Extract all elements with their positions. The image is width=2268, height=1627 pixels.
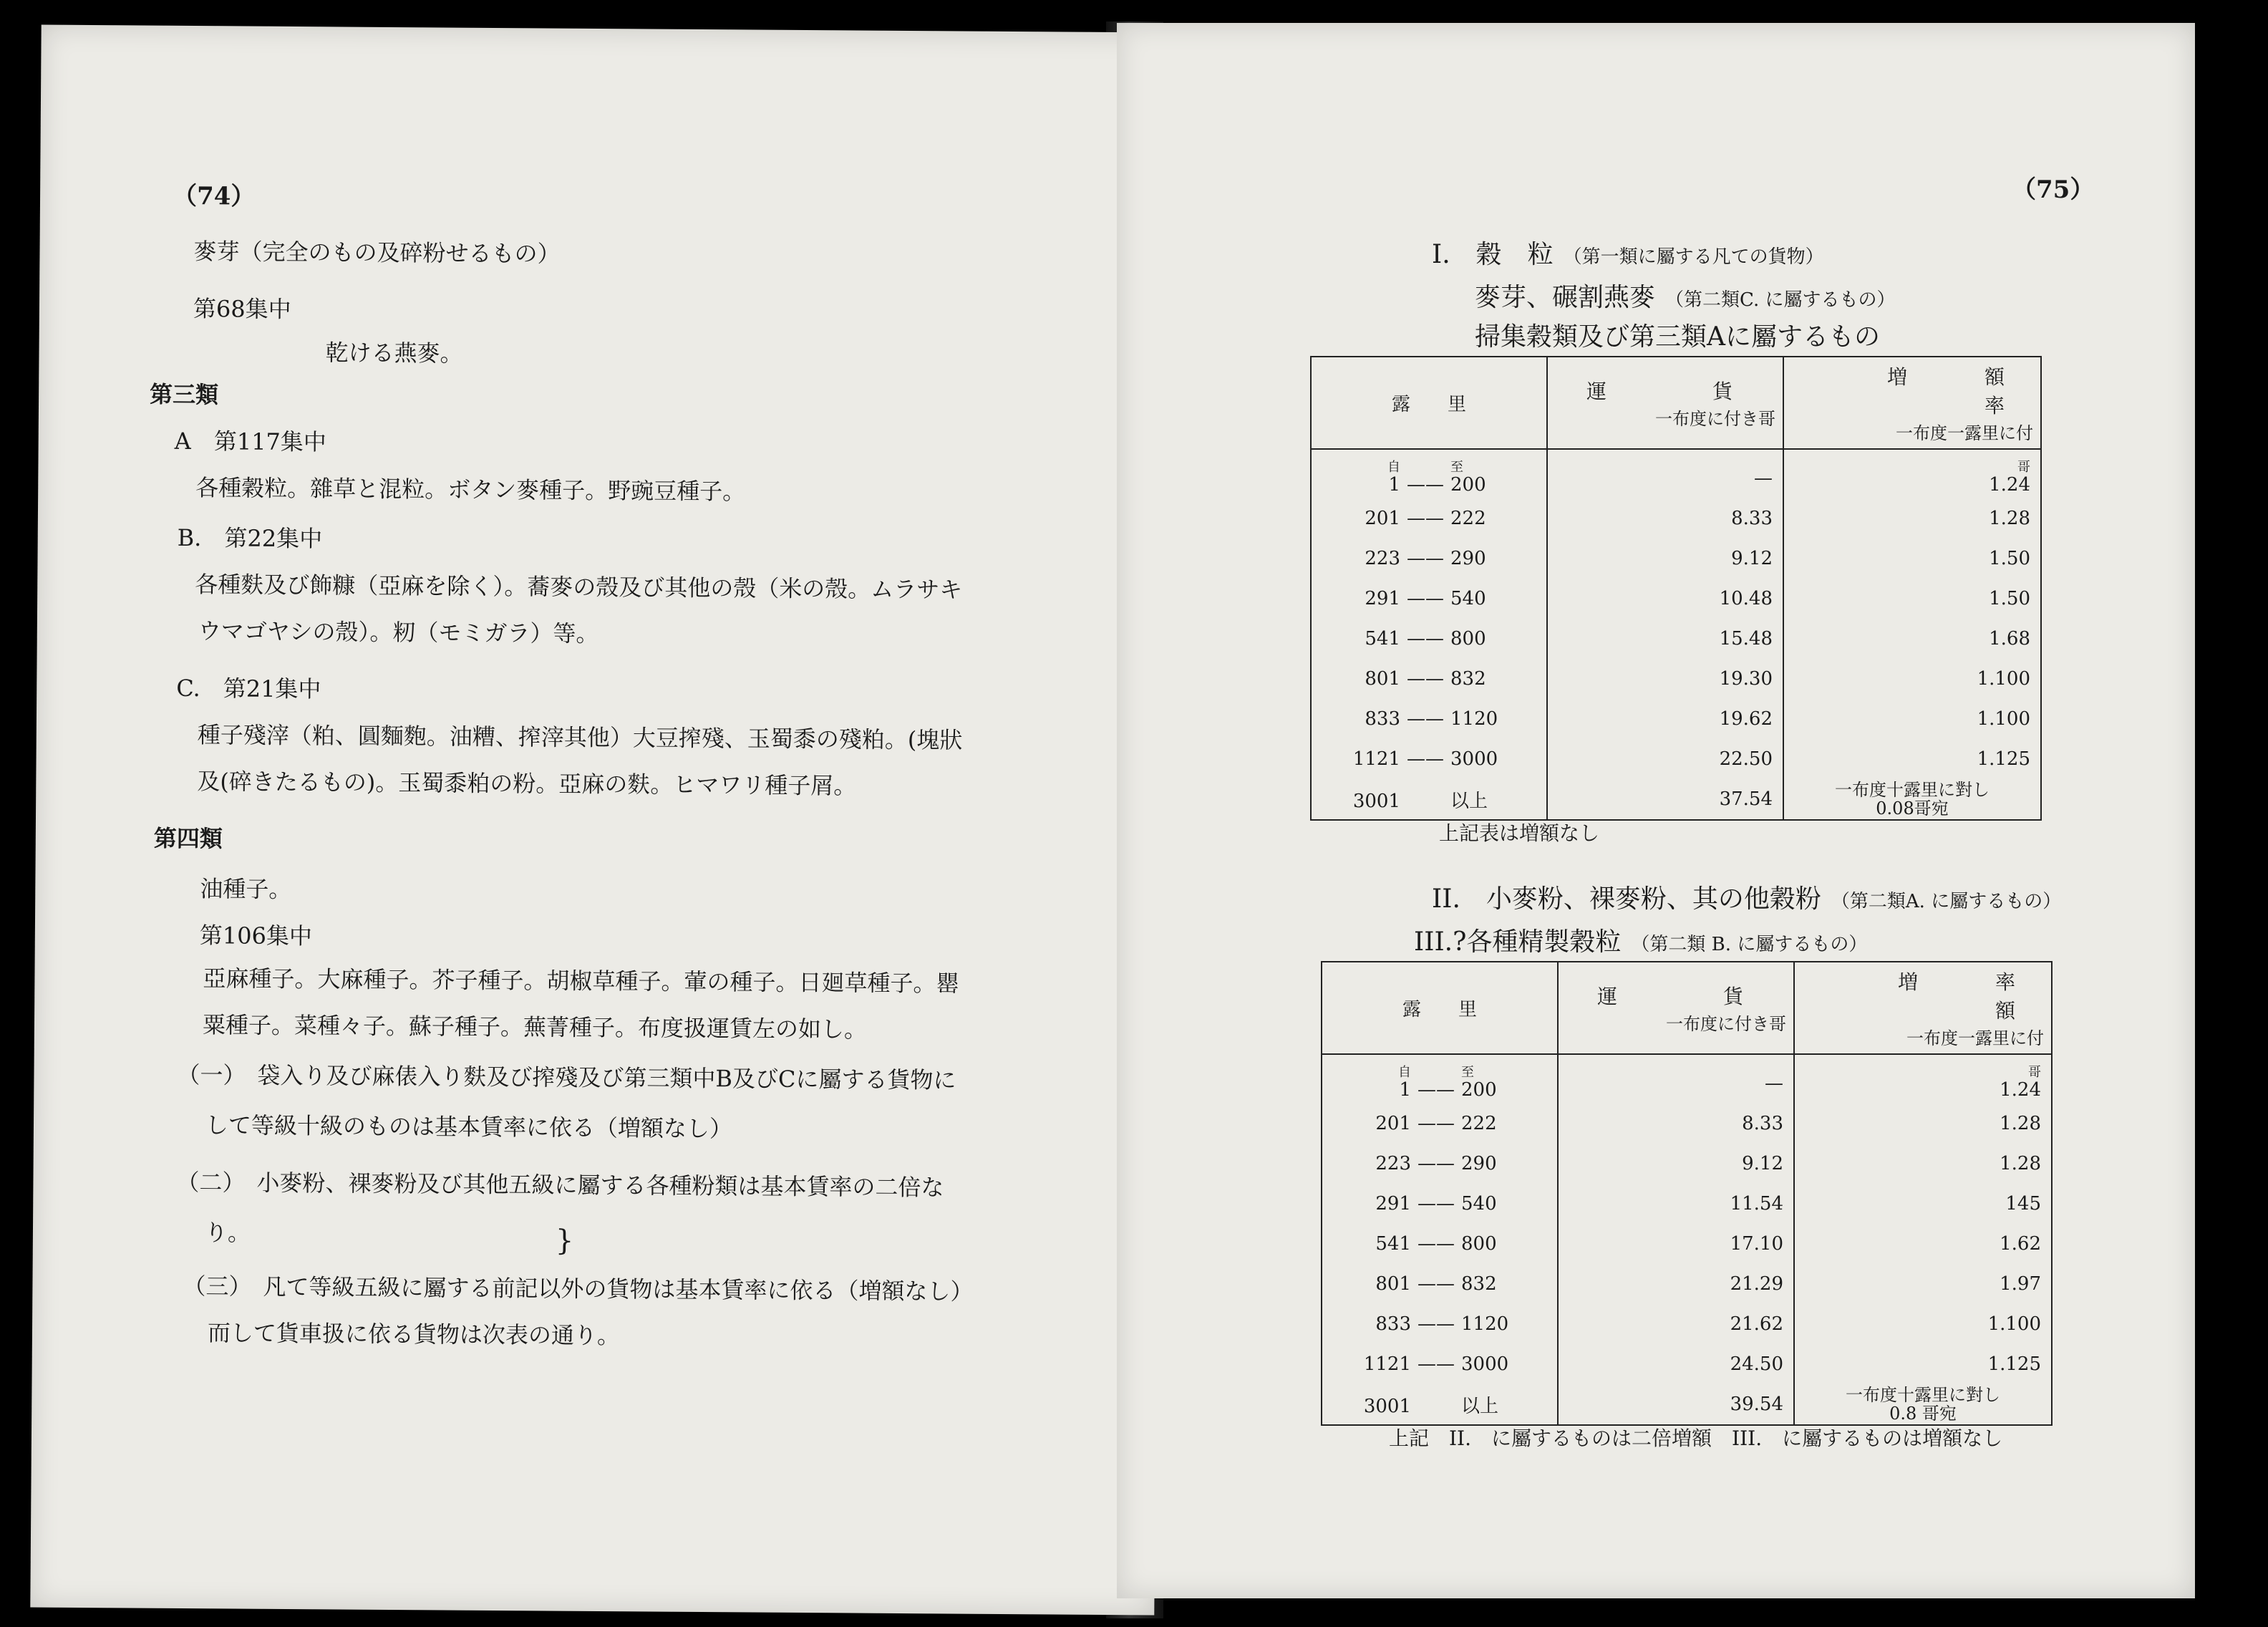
distance-to: 540 [1450,588,1486,609]
table-row [1322,1144,2052,1184]
distance-cell [1311,779,1547,820]
section1-subtitle: 麥芽、碾割燕麥 [1475,283,1656,312]
increase-value: 1.125 [1977,748,2030,770]
col-header-increase-top: 増 額 率 [1886,365,2083,417]
section1-line3: 掃集穀類及び第三類Aに屬するもの [1475,322,1880,352]
fare-cell: 19.62 [1547,699,1783,739]
distance-from: 223 [1375,1153,1411,1174]
col-header-distance: 露 里 [1311,357,1547,449]
distance-cell [1311,539,1547,579]
range-dash: —— [1418,1079,1455,1101]
col-header-increase-sub: 一布度一露里に付 [1896,423,2033,443]
distance-from: 833 [1365,708,1400,730]
text-line: 麥芽（完全のもの及碎粉せるもの） [193,238,561,268]
distance-to: 222 [1461,1113,1497,1134]
distance-from: 541 [1375,1233,1411,1255]
text-line: B. 第22集中 [177,523,323,553]
increase-cell [1794,1104,2052,1144]
range-dash: —— [1418,1113,1455,1134]
table-row [1322,1264,2052,1304]
range-dash: —— [1418,1313,1455,1335]
text-line: 及(碎きたるもの)。玉蜀黍粕の粉。亞麻の麩。ヒマワリ種子屑。 [197,768,857,800]
distance-from: 833 [1375,1313,1411,1335]
increase-cell [1783,449,2041,498]
increase-value: 1.50 [1989,588,2030,609]
range-dash: —— [1407,708,1444,730]
fare-cell: 19.30 [1547,659,1783,699]
distance-cell [1311,699,1547,739]
increase-cell [1783,498,2041,539]
text-line: 各種麩及び飾糠（亞麻を除く）。蕎麥の殼及び其他の殼（米の殼。ムラサキ [195,571,963,604]
fare-cell: 21.29 [1558,1264,1794,1304]
increase-cell [1794,1264,2052,1304]
increase-value: 1.50 [1989,548,2030,569]
distance-to: 540 [1461,1193,1497,1215]
increase-cell [1783,699,2041,739]
increase-text-2: 0.8 哥宛 [1889,1404,1957,1424]
increase-value: 1.68 [1989,628,2030,650]
text-line: 第68集中 [193,295,291,323]
fare-cell: 37.54 [1547,779,1783,820]
table-row [1311,779,2041,820]
section1-line2 [1475,277,1896,314]
left-page [30,25,1165,1616]
table-row [1311,619,2041,659]
distance-from: 541 [1365,628,1400,650]
distance-from: 3001 [1363,1395,1411,1417]
distance-from: 201 [1375,1113,1411,1134]
increase-value: 1.28 [2000,1113,2041,1134]
distance-cell [1322,1384,1558,1425]
text-line: ウマゴヤシの殼）。籾（モミガラ）等。 [198,617,599,648]
fare-cell: — [1547,449,1783,498]
text-line: 第106集中 [199,922,313,950]
distance-to: 3000 [1461,1353,1509,1375]
text-line: 亞麻種子。大麻種子。芥子種子。胡椒草種子。葷の種子。日廻草種子。罌 [203,965,959,998]
table-row [1311,659,2041,699]
col-header-fare [1558,962,1794,1054]
range-dash: —— [1418,1153,1455,1174]
increase-value: 1.100 [1977,668,2030,690]
unit-from-label: 自 [1398,1065,1411,1080]
col-header-fare-top: 運 貨 [1586,380,1775,403]
distance-from: 801 [1375,1273,1411,1295]
distance-from: 223 [1365,548,1400,569]
distance-from: 1 [1388,474,1400,496]
text-line: C. 第21集中 [176,674,321,703]
range-dash: —— [1418,1193,1455,1215]
section2-line2 [1414,922,1867,958]
distance-units [1332,1066,1547,1079]
increase-value: 1.100 [1977,708,2030,730]
fare-cell: 8.33 [1558,1104,1794,1144]
section1-note: （第一類に屬する凡ての貨物） [1563,246,1824,268]
distance-cell [1311,579,1547,619]
increase-value: 1.24 [1989,474,2030,496]
distance-from: 1121 [1363,1353,1411,1375]
table-row [1322,1104,2052,1144]
distance-from: 1121 [1352,748,1400,770]
increase-cell [1794,1224,2052,1264]
table-row [1311,449,2041,498]
distance-to: 832 [1461,1273,1497,1295]
distance-to: 以上 [1450,790,1488,812]
increase-cell [1783,779,2041,820]
distance-cell [1311,659,1547,699]
increase-text-2: 0.08哥宛 [1876,798,1949,819]
distance-from: 1 [1399,1079,1411,1101]
range-dash: —— [1418,1353,1455,1375]
table2-note: 上記 II. に屬するものは二倍増額 III. に屬するものは増額なし [1389,1426,2003,1450]
table-row [1322,1224,2052,1264]
section-heading: 第四類 [153,824,223,853]
fare-cell: 8.33 [1547,498,1783,539]
fare-cell: — [1558,1054,1794,1104]
range-dash: —— [1407,628,1444,650]
range-dash: —— [1418,1233,1455,1255]
col-header-increase [1794,962,2093,1054]
col-header-increase-sub: 一布度一露里に付 [1906,1028,2044,1048]
unit-kopek-label: 哥 [2028,1065,2041,1080]
increase-cell [1794,1184,2052,1224]
increase-text: 一布度十露里に對し [1835,780,1990,800]
fare-cell: 22.50 [1547,739,1783,779]
table-row [1322,1304,2052,1344]
table-row [1311,699,2041,739]
unit-kopek-label: 哥 [2017,460,2030,475]
distance-cell [1322,1054,1558,1104]
increase-cell [1794,1344,2052,1384]
increase-cell [1783,619,2041,659]
fare-cell: 9.12 [1547,539,1783,579]
increase-cell [1783,659,2041,699]
fare-cell: 21.62 [1558,1304,1794,1344]
distance-cell [1311,619,1547,659]
distance-cell [1322,1264,1558,1304]
range-dash: —— [1407,474,1444,496]
text-line: 油種子。 [200,875,292,904]
text-line: （二） 小麥粉、裸麥粉及び其他五級に屬する各種粉類は基本賃率の二倍な [176,1168,944,1202]
fare-cell: 39.54 [1558,1384,1794,1425]
increase-cell [1794,1384,2052,1425]
text-line: 各種穀粒。雜草と混粒。ボタン麥種子。野豌豆種子。 [195,474,746,506]
fare-cell: 15.48 [1547,619,1783,659]
fare-cell: 10.48 [1547,579,1783,619]
increase-text: 一布度十露里に對し [1846,1385,2000,1405]
increase-value: 1.24 [2000,1079,2041,1101]
table-row [1311,498,2041,539]
col-header-fare-sub: 一布度に付き哥 [1655,409,1775,429]
distance-from: 3001 [1352,790,1400,812]
text-line: （一） 袋入り及び麻俵入り麩及び搾殘及び第三類中B及びCに屬する貨物に [177,1061,956,1094]
table-row [1322,1384,2052,1425]
text-line: 乾ける燕麥。 [325,339,463,367]
distance-cell [1322,1224,1558,1264]
range-dash: —— [1418,1273,1455,1295]
distance-cell [1322,1184,1558,1224]
distance-to: 290 [1461,1153,1497,1174]
rate-table-2-body [1322,1054,2052,1425]
table-row [1322,1184,2052,1224]
col-header-fare-sub: 一布度に付き哥 [1666,1014,1786,1034]
rate-table-1 [1310,356,2083,821]
col-header-increase [1783,357,2083,449]
page-number-left: （74） [172,181,256,211]
rate-table-1-body [1311,449,2041,820]
increase-value: 1.62 [2000,1233,2041,1255]
range-dash: —— [1407,588,1444,609]
section2-subtitle: III.?各種精製穀粒 [1414,927,1622,957]
distance-cell [1311,498,1547,539]
distance-to: 3000 [1450,748,1498,770]
distance-from: 801 [1365,668,1400,690]
fare-cell: 9.12 [1558,1144,1794,1184]
fare-cell: 11.54 [1558,1184,1794,1224]
col-header-fare [1547,357,1783,449]
range-dash: —— [1407,548,1444,569]
table-row [1311,739,2041,779]
section2-note: （第二類A. に屬するもの） [1831,891,2062,912]
distance-to: 以上 [1461,1395,1499,1417]
distance-from: 291 [1375,1193,1411,1215]
increase-cell [1783,579,2041,619]
table-row [1311,579,2041,619]
section-heading: 第三類 [150,380,219,409]
increase-value: 145 [2005,1193,2041,1215]
distance-to: 800 [1461,1233,1497,1255]
section1-line1 [1432,234,1824,271]
increase-cell [1794,1304,2052,1344]
distance-from: 201 [1365,508,1400,529]
increase-value: 1.28 [1989,508,2030,529]
increase-value: 1.125 [1987,1353,2041,1375]
page-number-right: （75） [2012,175,2095,204]
distance-to: 200 [1450,474,1486,496]
text-line: （三） 凡て等級五級に屬する前記以外の貨物は基本賃率に依る（増額なし） [183,1272,974,1305]
distance-cell [1311,739,1547,779]
section2-subnote: （第二類 B. に屬するもの） [1631,934,1868,955]
increase-cell [1783,539,2041,579]
unit-to-label: 至 [1461,1065,1474,1080]
col-header-fare-top: 運 貨 [1596,985,1786,1008]
rate-table-2 [1321,961,2093,1426]
section1-title: I. 穀 粒 [1432,240,1554,269]
range-dash: —— [1407,668,1444,690]
text-line: して等級十級のものは基本賃率に依る（増額なし） [205,1111,733,1143]
table-row [1322,1344,2052,1384]
distance-to: 800 [1450,628,1486,650]
range-dash: —— [1407,748,1444,770]
unit-from-label: 自 [1387,460,1400,475]
section1-subnote: （第二類C. に屬するもの） [1665,289,1896,311]
section2-line1 [1432,879,2061,915]
increase-value: 1.97 [2000,1273,2041,1295]
distance-to: 1120 [1461,1313,1509,1335]
text-line: 種子殘滓（粕、圓麵麭。油糟、搾滓其他）大豆搾殘、玉蜀黍の殘粕。(塊狀 [197,721,963,754]
table-row [1311,539,2041,579]
distance-cell [1322,1144,1558,1184]
text-line: 而して貨車扱に依る貨物は次表の通り。 [207,1319,621,1350]
brace-mark: } [555,1224,574,1257]
text-line: A 第117集中 [174,427,327,456]
increase-value: 1.28 [2000,1153,2041,1174]
distance-from: 291 [1365,588,1400,609]
increase-cell [1794,1054,2052,1104]
unit-to-label: 至 [1450,460,1463,475]
increase-value: 1.100 [1987,1313,2041,1335]
distance-units [1322,461,1536,474]
distance-to: 290 [1450,548,1486,569]
distance-cell [1311,449,1547,498]
distance-to: 832 [1450,668,1486,690]
text-line: り。 [204,1219,251,1247]
fare-cell: 17.10 [1558,1224,1794,1264]
range-dash: —— [1407,508,1444,529]
text-line: 粟種子。菜種々子。蘇子種子。蕪菁種子。布度扱運賃左の如し。 [202,1011,868,1043]
distance-to: 1120 [1450,708,1498,730]
distance-cell [1322,1104,1558,1144]
table-row [1322,1054,2052,1104]
distance-cell [1322,1304,1558,1344]
table1-note: 上記表は増額なし [1439,821,1600,845]
distance-cell [1322,1344,1558,1384]
increase-cell [1783,739,2041,779]
fare-cell: 24.50 [1558,1344,1794,1384]
distance-to: 222 [1450,508,1486,529]
right-page [1117,23,2195,1598]
col-header-distance: 露 里 [1322,962,1558,1054]
section2-title: II. 小麥粉、裸麥粉、其の他穀粉 [1432,884,1821,914]
distance-to: 200 [1461,1079,1497,1101]
increase-cell [1794,1144,2052,1184]
col-header-increase-top: 増 率 額 [1897,970,2093,1023]
